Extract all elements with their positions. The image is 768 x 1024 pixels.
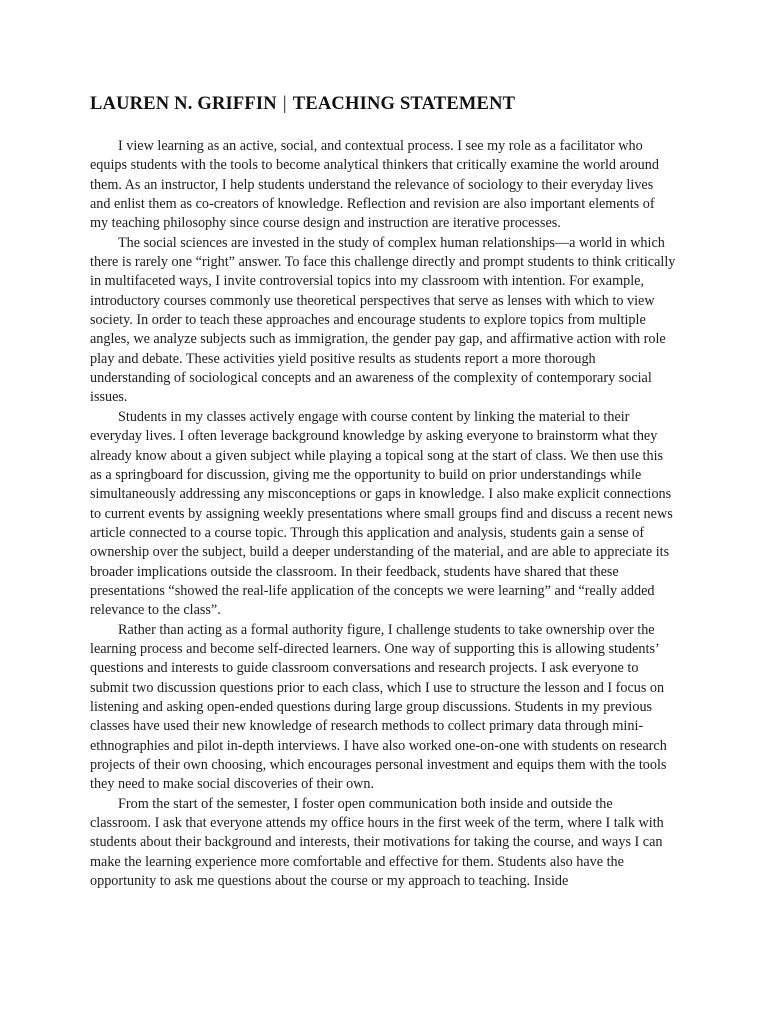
paragraph: Rather than acting as a formal authority figure, I challenge students to take ownership over the learning process and become self-directed learners. One way of supporting this is allowing students’ questions and interests to guide classroom conversations and research projects. I ask everyone to submit two discussion questions prior to each class, which I use to structure the lesson and I focus on listening and asking open-ended questions during large group discussions. Students in my previous classes have used their new knowledge of research methods to collect primary data through mini-ethnographies and pilot in-depth interviews. I have also worked one-on-one with students on research projects of their own choosing, which encourages personal investment and equips them with the tools they need to make social discoveries of their own.	[90, 621, 667, 793]
statement-body	[90, 137, 676, 891]
paragraph: The social sciences are invested in the study of complex human relationships—a world in which there is rarely one “right” answer. To face this challenge directly and prompt students to think critically in multifaceted ways, I invite controversial topics into my classroom with intention. For example, introductory courses commonly use theoretical perspectives that serve as lenses with which to view society. In order to teach these approaches and encourage students to explore topics from multiple angles, we analyze subjects such as immigration, the gender pay gap, and affirmative action with role play and debate. These activities yield positive results as students report a more thorough understanding of sociological concepts and an awareness of the complexity of contemporary social issues.	[90, 234, 676, 406]
document-page	[90, 94, 676, 891]
title-separator: |	[282, 94, 287, 114]
paragraph: From the start of the semester, I foster open communication both inside and outside the classroom. I ask that everyone attends my office hours in the first week of the term, where I talk with students about their background and interests, their motivations for taking the course, and ways I can make the learning experience more comfortable and effective for them. Students also have the opportunity to ask me questions about the course or my approach to teaching. Inside	[90, 795, 664, 890]
document-title	[90, 94, 676, 115]
statement-title: TEACHING STATEMENT	[292, 94, 516, 114]
author-name: LAUREN N. GRIFFIN	[90, 94, 277, 114]
paragraph: I view learning as an active, social, and contextual process. I see my role as a facilitator who equips students with the tools to become analytical thinkers that critically examine the world around them. As an instructor, I help students understand the relevance of sociology to their everyday lives and enlist them as co-creators of knowledge. Reflection and revision are also important elements of my teaching philosophy since course design and instruction are iterative processes.	[90, 138, 659, 232]
paragraph: Students in my classes actively engage with course content by linking the material to their everyday lives. I often leverage background knowledge by asking everyone to brainstorm what they already know about a given subject while playing a topical song at the start of class. We then use this as a springboard for discussion, giving me the opportunity to build on prior understandings while simultaneously addressing any misconceptions or gaps in knowledge. I also make explicit connections to current events by assigning weekly presentations where small groups find and discuss a recent news article connected to a course topic. Through this application and analysis, students gain a sense of ownership over the subject, build a deeper understanding of the material, and are able to appreciate its broader implications outside the classroom. In their feedback, students have shared that these presentations “showed the real-life application of the concepts we were learning” and “really added relevance to the class”.	[90, 408, 673, 619]
